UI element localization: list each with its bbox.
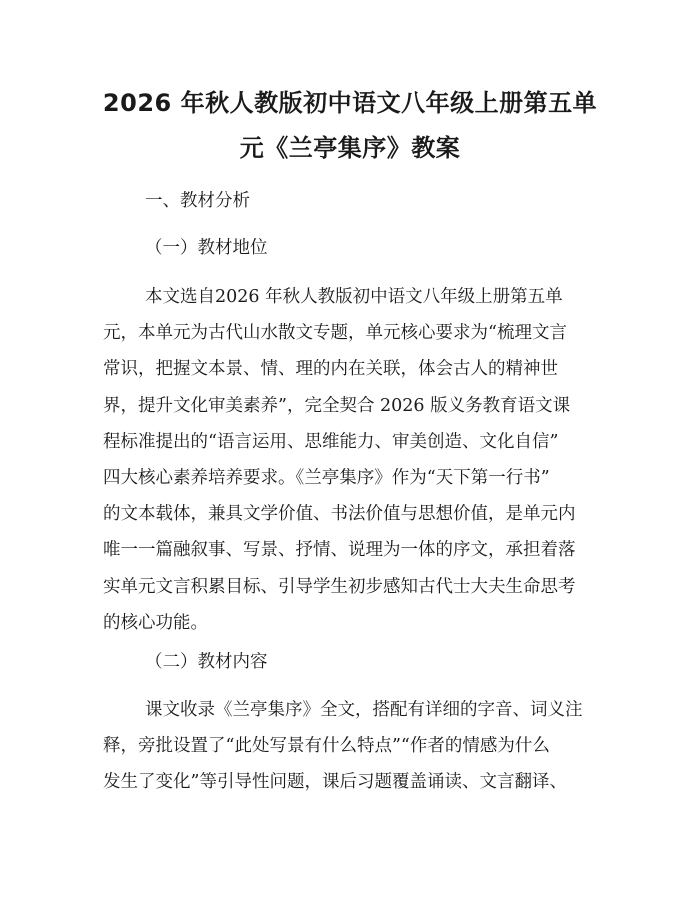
- paragraph-line: 元，本单元为古代山水散文专题，单元核心要求为“梳理文言: [103, 323, 567, 344]
- paragraph-line: 实单元文言积累目标、引导学生初步感知古代士大夫生命思考: [103, 576, 576, 597]
- subsection-heading-textbook-status: （一）教材地位: [145, 238, 268, 258]
- paragraph-textbook-status: [103, 285, 601, 647]
- paragraph-line: 界，提升文化审美素养”，完全契合 2026 版义务教育语文课: [103, 395, 571, 416]
- paragraph-line: 发生了变化”等引导性问题，课后习题覆盖诵读、文言翻译、: [103, 772, 567, 793]
- paragraph-line: 的文本载体，兼具文学价值、书法价值与思想价值，是单元内: [103, 504, 576, 525]
- paragraph-line: 课文收录《兰亭集序》全文，搭配有详细的字音、词义注: [145, 700, 583, 720]
- paragraph-line: 释，旁批设置了“此处写景有什么特点”“作者的情感为什么: [103, 736, 550, 757]
- paragraph-line: 本文选自2026 年秋人教版初中语文八年级上册第五单: [145, 287, 563, 307]
- paragraph-line: 程标准提出的“语言运用、思维能力、审美创造、文化自信”: [103, 431, 559, 452]
- paragraph-line: 常识，把握文本景、情、理的内在关联，体会古人的精神世: [103, 359, 558, 380]
- paragraph-line: 的核心功能。: [103, 612, 208, 633]
- document-title-line-1: 2026 年秋人教版初中语文八年级上册第五单: [102, 89, 598, 117]
- paragraph-textbook-content: [103, 698, 601, 807]
- subsection-heading-textbook-content: （二）教材内容: [145, 652, 268, 672]
- section-heading-textbook-analysis: 一、教材分析: [145, 191, 250, 211]
- document-title-line-2: 元《兰亭集序》教案: [239, 134, 461, 162]
- paragraph-line: 四大核心素养培养要求。《兰亭集序》作为“天下第一行书”: [103, 467, 550, 488]
- paragraph-line: 唯一一篇融叙事、写景、抒情、说理为一体的序文，承担着落: [103, 540, 576, 561]
